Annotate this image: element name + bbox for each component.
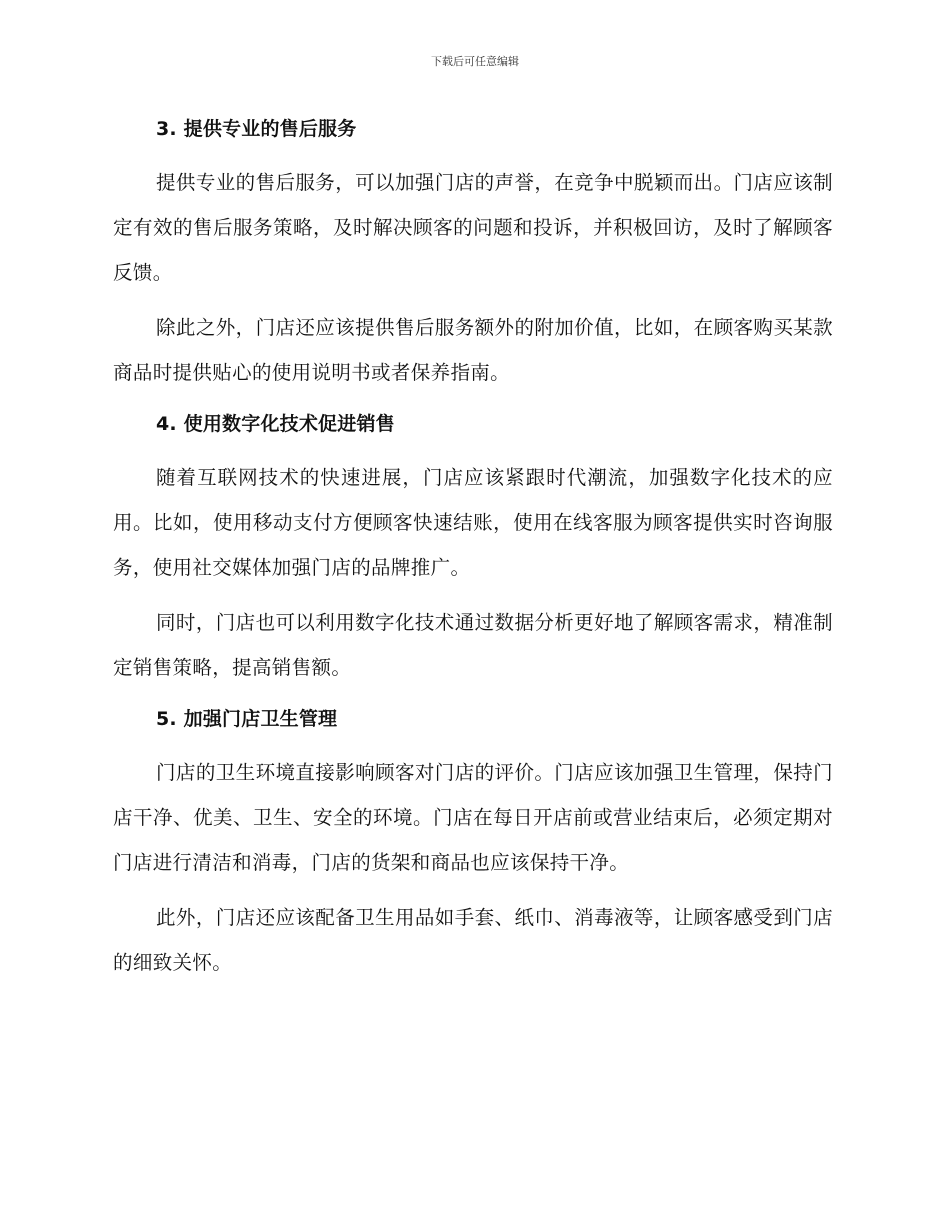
paragraph: 此外，门店还应该配备卫生用品如手套、纸巾、消毒液等，让顾客感受到门店的细致关怀。 xyxy=(113,906,833,974)
section-heading-4: 4. 使用数字化技术促进销售 xyxy=(156,413,395,435)
section-heading-5: 5. 加强门店卫生管理 xyxy=(156,708,338,730)
paragraph: 除此之外，门店还应该提供售后服务额外的附加价值，比如，在顾客购买某款商品时提供贴心的使用说明书或者保养指南。 xyxy=(113,316,833,384)
paragraph: 同时，门店也可以利用数字化技术通过数据分析更好地了解顾客需求，精准制定销售策略，提高销售额。 xyxy=(113,611,833,679)
paragraph: 提供专业的售后服务，可以加强门店的声誉，在竞争中脱颖而出。门店应该制定有效的售后服务策略，及时解决顾客的问题和投诉，并积极回访，及时了解顾客反馈。 xyxy=(113,171,833,284)
section-heading-3: 3. 提供专业的售后服务 xyxy=(156,118,357,140)
page-header-note: 下载后可任意编辑 xyxy=(431,55,519,68)
paragraph: 随着互联网技术的快速进展，门店应该紧跟时代潮流，加强数字化技术的应用。比如，使用移动支付方便顾客快速结账，使用在线客服为顾客提供实时咨询服务，使用社交媒体加强门店的品牌推广。 xyxy=(113,466,833,579)
paragraph: 门店的卫生环境直接影响顾客对门店的评价。门店应该加强卫生管理，保持门店干净、优美、卫生、安全的环境。门店在每日开店前或营业结束后，必须定期对门店进行清洁和消毒，门店的货架和商品也应该保持干净。 xyxy=(113,761,833,874)
document-body xyxy=(113,110,833,985)
